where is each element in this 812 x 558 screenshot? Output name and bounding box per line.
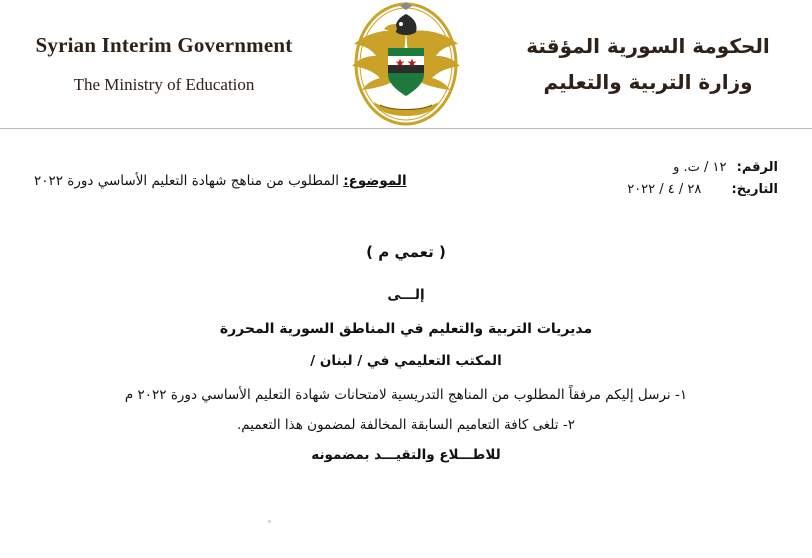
subject-value: المطلوب من مناهج شهادة التعليم الأساسي دورة ٢٠٢٢ xyxy=(34,173,339,189)
ministry-name-en: The Ministry of Education xyxy=(73,75,255,94)
circular-title-text: تعمي xyxy=(394,243,434,261)
reference-number-value: ١٢ / ت. و xyxy=(673,160,727,175)
subject-label: الموضوع: xyxy=(343,173,407,189)
government-name-ar: الحكومة السورية المؤقتة xyxy=(526,34,770,58)
paper-artifact-dot xyxy=(268,520,271,523)
subject-line xyxy=(34,173,407,189)
body-item-2: ٢- تلغى كافة التعاميم السابقة المخالفة لمضمون هذا التعميم. xyxy=(237,417,575,433)
reference-block xyxy=(0,129,812,201)
letterhead-english xyxy=(14,33,314,95)
letterhead-arabic xyxy=(498,34,798,94)
ministry-name-ar: وزارة التربية والتعليم xyxy=(543,70,753,94)
body-item-1: ١- نرسل إليكم مرفقاً المطلوب من المناهج التدريسية لامتحانات شهادة التعليم الأساسي دورة ٢٠٢٢ م xyxy=(124,387,688,403)
circular-title-tail: م xyxy=(378,243,390,261)
reference-date-row xyxy=(588,179,778,201)
reference-date-value: ٢٨ / ٤ / ٢٠٢٢ xyxy=(627,182,702,197)
reference-number-row xyxy=(588,157,778,179)
circular-title-close: ) xyxy=(366,243,373,261)
to-line: إلـــى xyxy=(387,287,425,303)
reference-date-label: التاريخ: xyxy=(731,182,778,197)
reference-numbers xyxy=(588,157,778,201)
government-name-en: Syrian Interim Government xyxy=(35,33,293,57)
syrian-eagle-emblem xyxy=(340,2,472,126)
circular-title-open: ( xyxy=(439,243,446,261)
letterhead xyxy=(0,0,812,128)
reference-number-label: الرقم: xyxy=(736,160,778,175)
recipient-line: مديريات التربية والتعليم في المناطق السورية المحررة xyxy=(219,321,593,337)
office-line: المكتب التعليمي في / لبنان / xyxy=(310,353,502,369)
emblem xyxy=(340,2,472,126)
document-body xyxy=(0,243,812,463)
circular-title xyxy=(34,243,778,261)
closing-line: للاطـــلاع والتقيـــد بمضمونه xyxy=(311,447,501,463)
